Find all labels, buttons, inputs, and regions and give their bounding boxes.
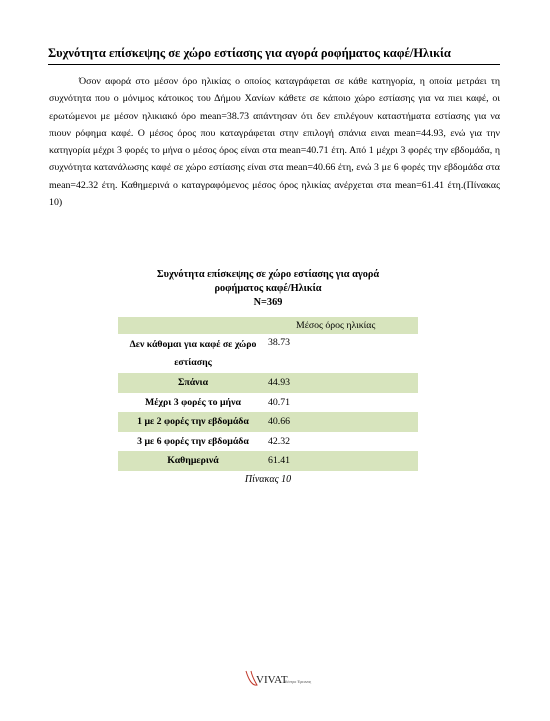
row-label: Καθημερινά [118,451,268,471]
row-label: Μέχρι 3 φορές το μήνα [145,396,241,408]
logo-text: VIVAT [256,674,288,686]
table-row [118,451,418,471]
row-value: 38.73 [268,337,291,348]
table-row [118,373,418,393]
vivat-logo-graphic [244,667,312,689]
section-heading: Συχνότητα επίσκεψης σε χώρο εστίασης για αγορά ροφήματος καφέ/Ηλικία [48,46,500,65]
vivat-logo [244,667,312,689]
body-paragraph: Όσον αφορά στο μέσον όρο ηλικίας ο οποίος καταγράφεται σε κάθε κατηγορία, η οποία μετράει τη συχνότητα που ο μόνιμος κάτοικος του Δήμου Χανίων κάθετε σε κάποιο χώρο εστίασης για να πιει καφέ, οι ερωτώμενοι με μέσον ηλικιακό όρο mean=38.73 απάντησαν ότι δεν επιλέγουν καταστήματα εστίασης για να πιουν ρόφημα καφέ. Ο μέσος όρος που καταγράφεται στην επιλογή σπάνια ειναι mean=44.93, ενώ για την κατηγορία μέχρι 3 φορές το μήνα ο μέσος όρος είναι στα mean=40.71 έτη. Από 1 μέχρι 3 φορές την εβδομάδα, η συχνότητα κατανάλωσης καφέ σε χώρο εστίασης είναι στα mean=40.66 έτη, ενώ 3 με 6 φορές την εβδομάδα στα mean=42.32 έτη. Καθημερινά ο καταγραφόμενος μέσος όρος ηλικίας ανέρχεται στα mean=61.41 έτη.(Πίνακας 10) [49,76,500,209]
table-row [118,412,418,432]
row-label: 3 με 6 φορές την εβδομάδα [137,435,249,447]
column-header: Μέσος όρος ηλικίας [268,317,418,334]
table-title-line-2: ροφήματος καφέ/Ηλικία [214,283,322,294]
table-caption: Πίνακας 10 [244,474,292,485]
row-value: 61.41 [268,451,418,471]
table-row [118,334,418,373]
row-label: 1 με 2 φορές την εβδομάδα [118,412,268,432]
row-label: Σπάνια [118,373,268,393]
row-value: 44.93 [268,373,418,393]
table-title [118,268,418,310]
row-value: 40.71 [268,396,291,408]
row-value: 40.66 [268,412,418,432]
row-label: Δεν κάθομαι για καφέ σε χώρο εστίασης [129,338,257,368]
table-sample-size: N=369 [253,297,283,308]
logo-subtext: Kέντρο Έρευνας [285,680,312,684]
header-empty-cell [118,317,268,334]
age-frequency-table [118,317,418,471]
table-title-line-1: Συχνότητα επίσκεψης σε χώρο εστίασης για αγορά [156,269,380,280]
table-row [118,432,418,452]
table-row [118,393,418,413]
row-value: 42.32 [268,435,291,447]
table-header-row [118,317,418,334]
